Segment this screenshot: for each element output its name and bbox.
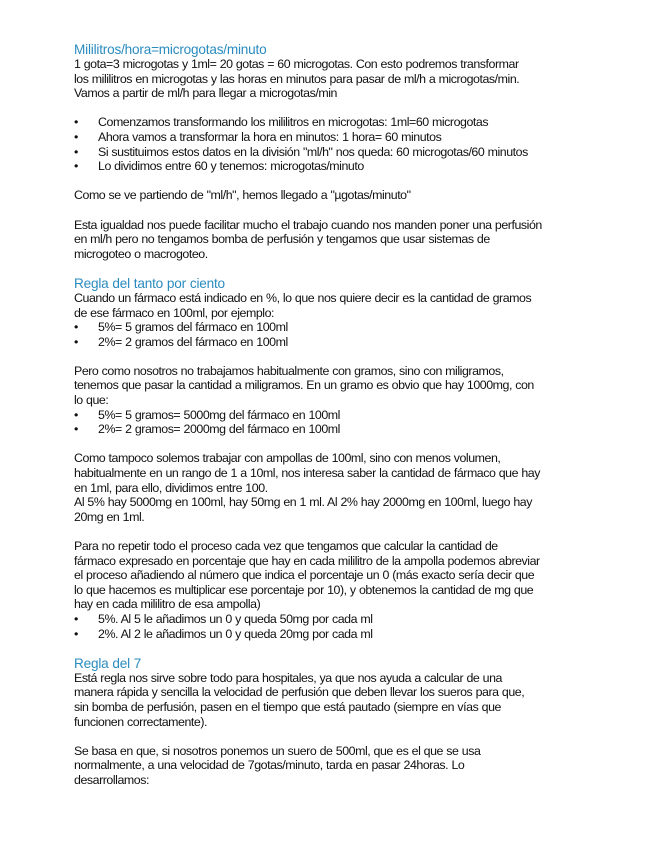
text-line: Para no repetir todo el proceso cada vez que tengamos que calcular la cantidad de bbox=[74, 539, 498, 553]
text-line: normalmente, a una velocidad de 7gotas/minuto, tarda en pasar 24horas. Lo bbox=[74, 758, 465, 773]
text-line: microgoteo o macrogoteo. bbox=[74, 246, 208, 261]
text-line: el proceso añadiendo al número que indica el porcentaje un 0 (más exacto sería decir que bbox=[74, 568, 535, 583]
list-item: • 2%. Al 2 le añadimos un 0 y queda 20mg por cada ml bbox=[74, 627, 594, 642]
text-line: fármaco expresado en porcentaje que hay en cada mililitro de la ampolla podemos abreviar bbox=[74, 553, 540, 568]
text-line: lo que: bbox=[74, 393, 109, 408]
document-page bbox=[74, 42, 594, 788]
list-item: • 5%= 5 gramos del fármaco en 100ml bbox=[74, 320, 594, 335]
text-line: desarrollamos: bbox=[74, 772, 149, 787]
list-item: • Lo dividimos entre 60 y tenemos: microgotas/minuto bbox=[74, 159, 594, 174]
paragraph: Como se ve partiendo de "ml/h", hemos llegado a "µgotas/minuto" bbox=[74, 188, 411, 203]
list-item: • 5%. Al 5 le añadimos un 0 y queda 50mg por cada ml bbox=[74, 612, 594, 627]
text-line: en 1ml, para ello, dividimos entre 100. bbox=[74, 480, 268, 495]
text-line: Se basa en que, si nosotros ponemos un suero de 500ml, que es el que se usa bbox=[74, 743, 481, 758]
text-line: Vamos a partir de ml/h para llegar a microgotas/min bbox=[74, 86, 337, 101]
text-line: 1 gota=3 microgotas y 1ml= 20 gotas = 60 microgotas. Con esto podremos transformar bbox=[74, 57, 519, 71]
bullet-list bbox=[74, 115, 594, 173]
text-line: los mililitros en microgotas y las horas en minutos para pasar de ml/h a microgotas/min. bbox=[74, 71, 520, 86]
text-line: 20mg en 1ml. bbox=[74, 509, 145, 524]
text-line: Cuando un fármaco está indicado en %, lo que nos quiere decir es la cantidad de gramos bbox=[74, 290, 532, 305]
text-line: habitualmente en un rango de 1 a 10ml, nos interesa saber la cantidad de fármaco que hay bbox=[74, 466, 540, 481]
text-line: Esta igualdad nos puede facilitar mucho el trabajo cuando nos manden poner una perfusión bbox=[74, 217, 542, 232]
list-item: • 2%= 2 gramos del fármaco en 100ml bbox=[74, 335, 594, 350]
text-line: manera rápida y sencilla la velocidad de perfusión que deben llevar los sueros para que, bbox=[74, 685, 525, 700]
text-line: Al 5% hay 5000mg en 100ml, hay 50mg en 1 ml. Al 2% hay 2000mg en 100ml, luego hay bbox=[74, 495, 532, 510]
section-heading-tanto-por-ciento: Regla del tanto por ciento bbox=[74, 275, 225, 291]
text-line: de ese fármaco en 100ml, por ejemplo: bbox=[74, 305, 275, 320]
bullet-list bbox=[74, 320, 594, 349]
text-line: Como tampoco solemos trabajar con ampollas de 100ml, sino con menos volumen, bbox=[74, 451, 501, 466]
text-line: funcionen correctamente). bbox=[74, 714, 207, 729]
text-line: sin bomba de perfusión, pasen en el tiempo que está pautado (siempre en vías que bbox=[74, 699, 501, 714]
paragraph bbox=[74, 291, 594, 320]
paragraph bbox=[74, 451, 594, 524]
paragraph bbox=[74, 57, 594, 101]
list-item: • Si sustituimos estos datos en la división "ml/h" nos queda: 60 microgotas/60 minutos bbox=[74, 145, 594, 160]
paragraph bbox=[74, 218, 594, 262]
bullet-list bbox=[74, 408, 594, 437]
list-item: • Ahora vamos a transformar la hora en minutos: 1 hora= 60 minutos bbox=[74, 130, 594, 145]
list-item: • 5%= 5 gramos= 5000mg del fármaco en 100ml bbox=[74, 408, 594, 423]
list-item: • 2%= 2 gramos= 2000mg del fármaco en 100ml bbox=[74, 422, 594, 437]
section-heading-microgotas: Mililitros/hora=microgotas/minuto bbox=[74, 42, 267, 57]
list-item: • Comenzamos transformando los mililitros en microgotas: 1ml=60 microgotas bbox=[74, 115, 594, 130]
text-line: lo que hacemos es multiplicar ese porcentaje por 10), y obtenemos la cantidad de mg que bbox=[74, 582, 534, 597]
text-line: hay en cada mililitro de esa ampolla) bbox=[74, 597, 261, 612]
text-line: Pero como nosotros no trabajamos habitualmente con gramos, sino con miligramos, bbox=[74, 363, 504, 378]
paragraph bbox=[74, 539, 594, 612]
text-line: tenemos que pasar la cantidad a miligramos. En un gramo es obvio que hay 1000mg, con bbox=[74, 378, 534, 393]
paragraph bbox=[74, 744, 594, 788]
text-line: en ml/h pero no tengamos bomba de perfusión y tengamos que usar sistemas de bbox=[74, 232, 490, 247]
text-line: Está regla nos sirve sobre todo para hospitales, ya que nos ayuda a calcular de una bbox=[74, 670, 502, 685]
paragraph bbox=[74, 671, 594, 729]
paragraph bbox=[74, 364, 594, 408]
section-heading-regla-del-7: Regla del 7 bbox=[74, 655, 142, 671]
bullet-list bbox=[74, 612, 594, 641]
